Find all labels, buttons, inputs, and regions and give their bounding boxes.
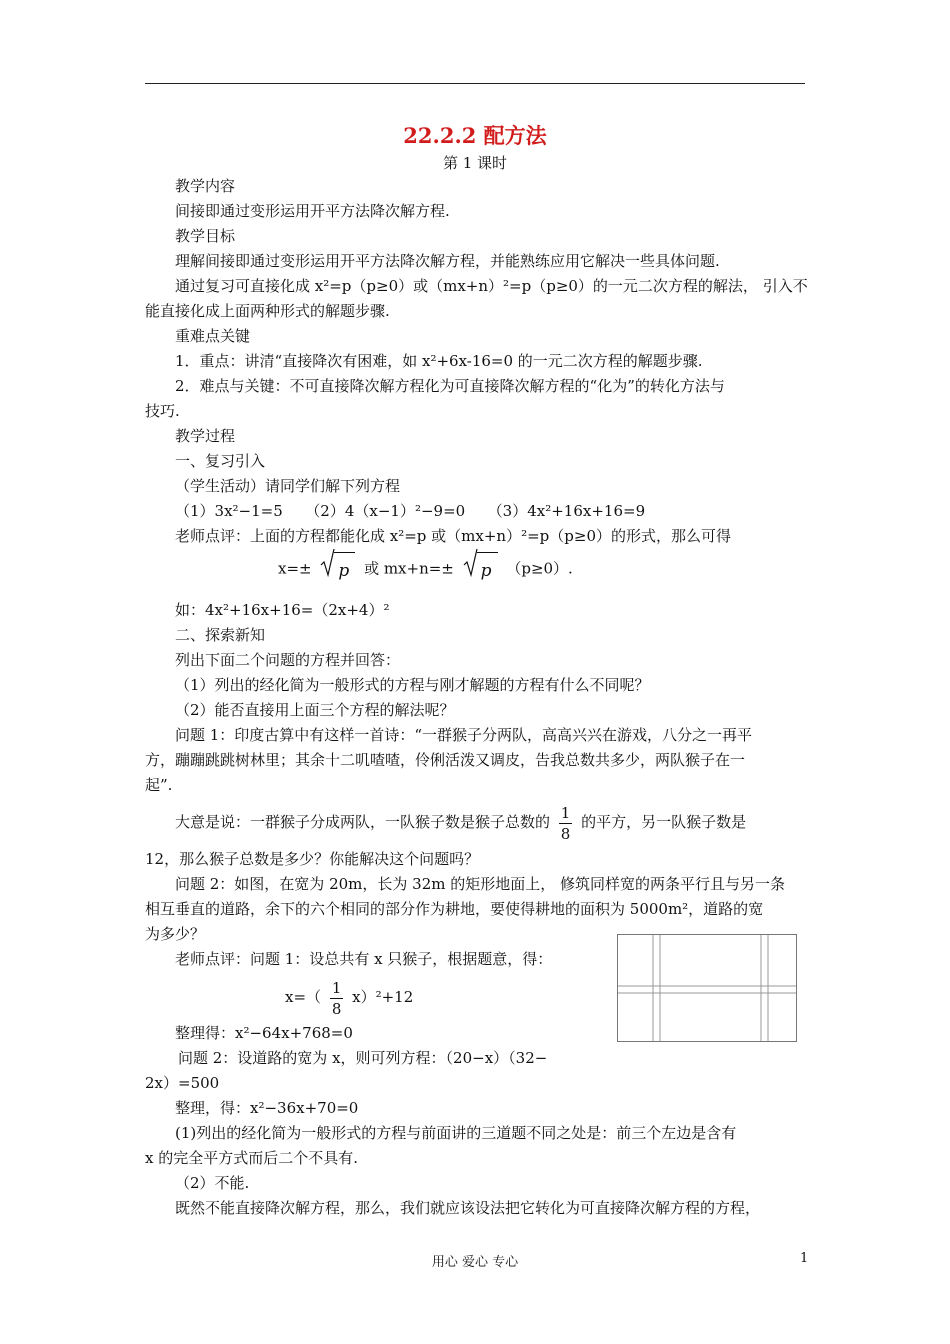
example-line: 如：4x²+16x+16=（2x+4）²	[175, 601, 390, 619]
fraction-numerator: 1	[560, 803, 571, 822]
sqrt-variable: p	[477, 552, 498, 587]
header-rule	[145, 83, 805, 84]
road-diagram	[617, 934, 797, 1042]
section-heading: 教学过程	[175, 427, 236, 445]
radical-icon	[463, 548, 479, 578]
equation-line: 整理，得：x²−36x+70=0	[175, 1099, 359, 1117]
paragraph-text: 的平方，另一队猴子数是	[581, 813, 747, 831]
paragraph-line: （学生活动）请同学们解下列方程	[175, 477, 401, 495]
sqrt-symbol	[320, 552, 355, 587]
problem-line: 问题 1：印度古算中有这样一首诗：“一群猴子分两队，高高兴兴在游戏，八分之一再平	[175, 726, 752, 744]
fraction-denominator: 8	[560, 824, 571, 843]
radical-icon	[320, 548, 336, 578]
field-roads-figure	[618, 935, 796, 1041]
subsection-heading: 一、复习引入	[175, 452, 266, 470]
paragraph-line: 技巧.	[145, 402, 180, 420]
page-footer: 用心 爱心 专心	[431, 1255, 519, 1270]
paragraph-line: x 的完全平方式而后二个不具有.	[145, 1149, 358, 1167]
equation-line: 2x）=500	[145, 1074, 220, 1092]
subsection-heading: 二、探索新知	[175, 626, 266, 644]
problem-line: 为多少？	[145, 925, 206, 943]
paragraph-line: 列出下面二个问题的方程并回答：	[175, 651, 401, 669]
lesson-subtitle: 第 1 课时	[442, 154, 508, 172]
fraction-denominator: 8	[331, 999, 342, 1018]
lesson-title: 22.2.2 配方法	[403, 123, 547, 148]
section-heading: 重难点关键	[175, 327, 251, 345]
paragraph-line: 问题 2：设道路的宽为 x，则可列方程：（20−x）（32−	[178, 1049, 548, 1067]
formula-text: 或 mx+n=±	[364, 559, 454, 578]
paragraph-line: 1．重点：讲清“直接降次有困难，如 x²+6x-16=0 的一元二次方程的解题步骤.	[175, 352, 703, 370]
paragraph-line: 能直接化成上面两种形式的解题步骤.	[145, 302, 390, 320]
problem-line: 相互垂直的道路，余下的六个相同的部分作为耕地，要使得耕地的面积为 5000m²，道路的宽	[145, 900, 764, 918]
paragraph-line: (1)列出的经化简为一般形式的方程与前面讲的三道题不同之处是：前三个左边是含有	[175, 1124, 737, 1142]
paragraph-line: 老师点评：上面的方程都能化成 x²=p 或（mx+n）²=p（p≥0）的形式，那么可得	[175, 527, 731, 545]
sqrt-formula-line	[278, 552, 943, 587]
equation-list: （1）3x²−1=5 （2）4（x−1）²−9=0 （3）4x²+16x+16=9	[175, 502, 646, 520]
fraction-numerator: 1	[331, 978, 342, 997]
paragraph-line: （2）不能.	[175, 1174, 250, 1192]
paragraph-line: （1）列出的经化简为一般形式的方程与刚才解题的方程有什么不同呢？	[175, 676, 650, 694]
section-heading: 教学内容	[175, 177, 236, 195]
problem-line: 问题 2：如图，在宽为 20m，长为 32m 的矩形地面上， 修筑同样宽的两条平行且与另一条	[175, 875, 786, 893]
fraction	[330, 978, 344, 1019]
formula-text: x）²+12	[352, 988, 414, 1006]
fraction-line	[175, 800, 810, 844]
paragraph-line: 老师点评：问题 1：设总共有 x 只猴子，根据题意，得：	[175, 950, 553, 968]
fraction	[559, 803, 573, 844]
section-heading: 教学目标	[175, 227, 236, 245]
sqrt-variable: p	[334, 552, 355, 587]
paragraph-line: 理解间接即通过变形运用开平方法降次解方程，并能熟练应用它解决一些具体问题.	[175, 252, 720, 270]
paragraph-line: 2．难点与关键：不可直接降次解方程化为可直接降次解方程的“化为”的转化方法与	[175, 377, 725, 395]
problem-line: 起”.	[145, 776, 173, 794]
paragraph-line: 既然不能直接降次解方程，那么，我们就应该设法把它转化为可直接降次解方程的方程，	[175, 1199, 761, 1217]
formula-text: x=（	[285, 988, 322, 1006]
paragraph-text: 大意是说：一群猴子分成两队，一队猴子数是猴子总数的	[175, 813, 551, 831]
equation-line: 整理得：x²−64x+768=0	[175, 1024, 353, 1042]
paragraph-line: （2）能否直接用上面三个方程的解法呢？	[175, 701, 455, 719]
formula-text: （p≥0）.	[506, 559, 573, 578]
page-number: 1	[800, 1251, 809, 1266]
formula-text: x=±	[278, 559, 312, 578]
paragraph-line: 通过复习可直接化成 x²=p（p≥0）或（mx+n）²=p（p≥0）的一元二次方程的解法， 引入不	[175, 277, 808, 295]
sqrt-symbol	[463, 552, 498, 587]
paragraph-line: 12，那么猴子总数是多少？你能解决这个问题吗？	[145, 850, 480, 868]
paragraph-line: 间接即通过变形运用开平方法降次解方程.	[175, 202, 450, 220]
problem-line: 方，蹦蹦跳跳树林里；其余十二叽喳喳，伶俐活泼又调皮，告我总数共多少，两队猴子在一	[145, 751, 746, 769]
